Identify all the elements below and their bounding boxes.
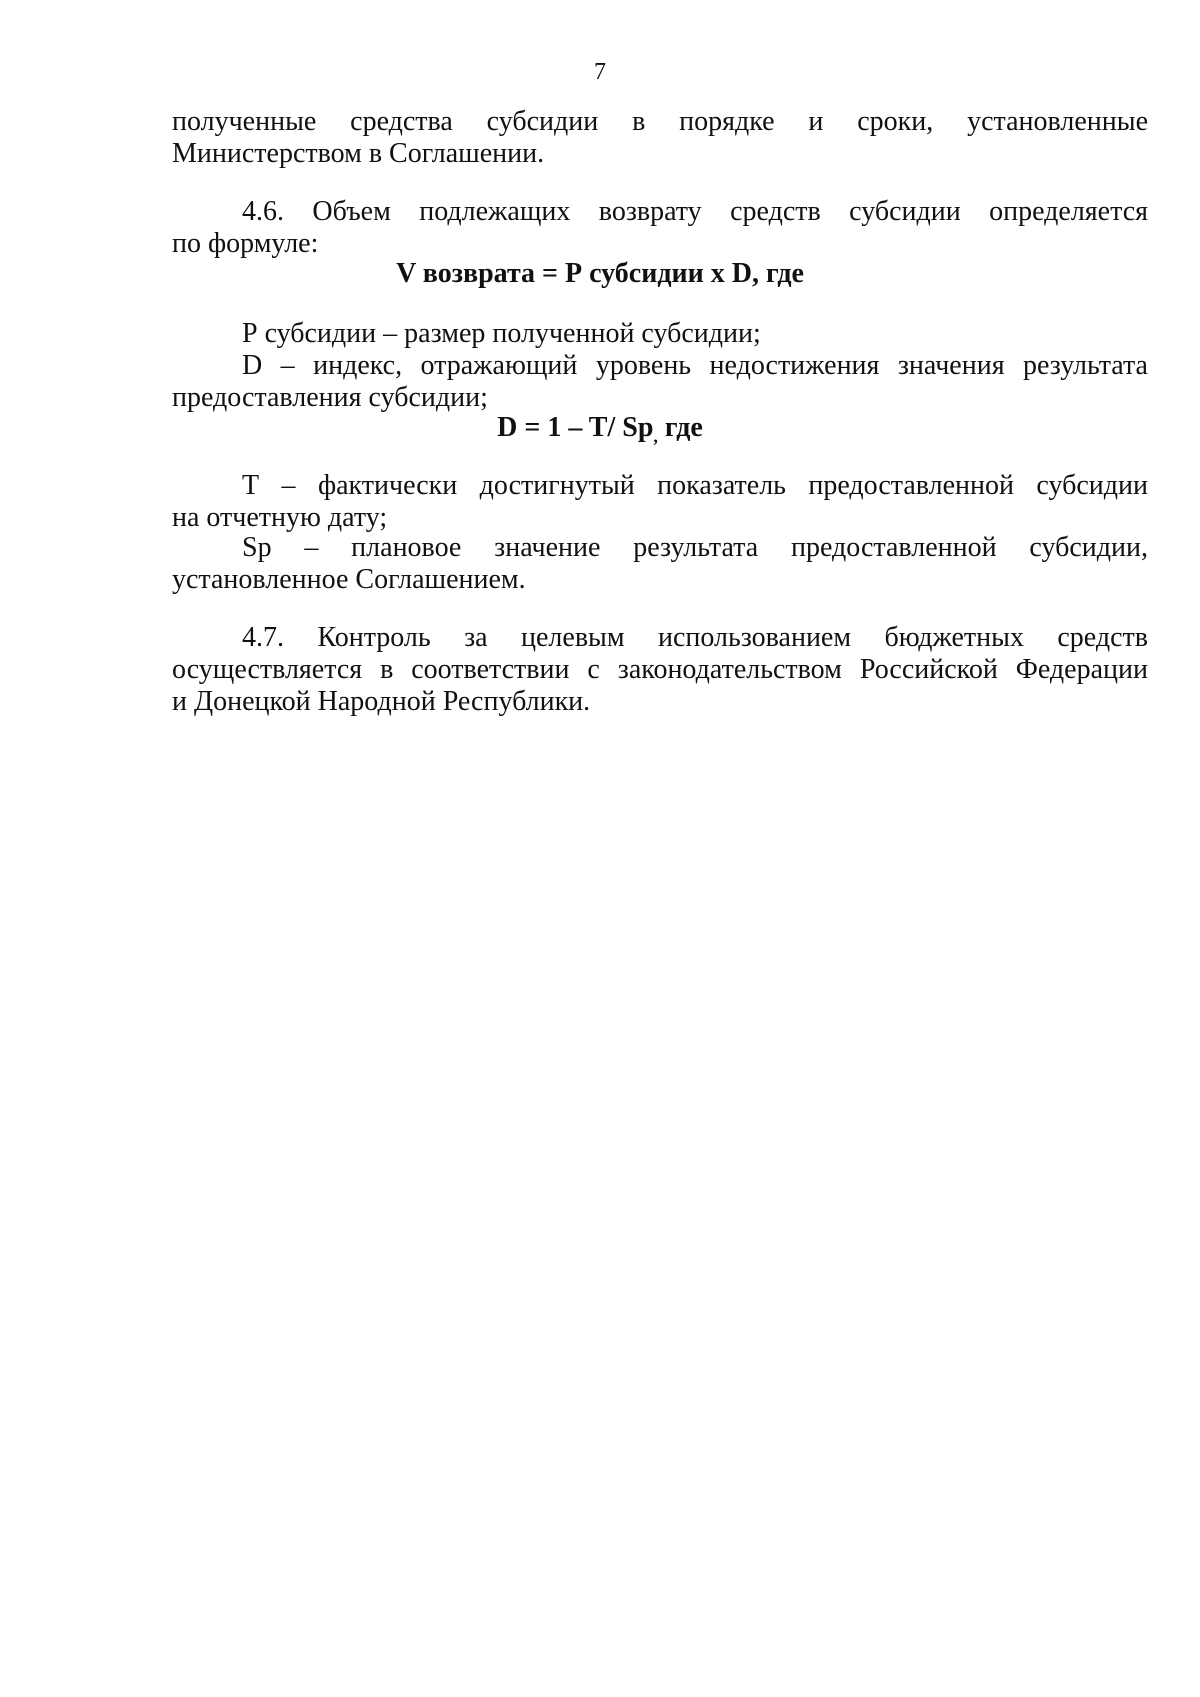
definition-d-line1 — [172, 350, 1148, 382]
definition-d-line2: предоставления субсидии; — [172, 382, 488, 413]
paragraph-4-7-line2: осуществляется в соответствии с законодательством Российской Федерации — [172, 654, 1148, 685]
page-number: 7 — [594, 59, 606, 85]
formula-d-main: D = 1 – T/ Sp — [497, 412, 654, 443]
paragraph-continuation-line2: Министерством в Соглашении. — [172, 138, 545, 169]
definition-t-line2: на отчетную дату; — [172, 502, 388, 533]
paragraph-4-6-line1 — [172, 196, 1148, 228]
definition-sp-line1 — [172, 532, 1148, 564]
paragraph-4-7-line3: и Донецкой Народной Республики. — [172, 686, 591, 717]
definition-p — [172, 318, 1148, 350]
definition-d-text: D – индекс, отражающий уровень недостижения значения результата — [242, 350, 1148, 381]
definition-sp-line2: установленное Соглашением. — [172, 564, 526, 595]
definition-p-text: Р субсидии – размер полученной субсидии; — [242, 318, 761, 349]
paragraph-4-6-line2: по формуле: — [172, 228, 319, 259]
formula-d-comma: , — [653, 426, 658, 446]
definition-t-text: Т – фактически достигнутый показатель предоставленной субсидии — [242, 470, 1148, 501]
definition-sp-text: Sp – плановое значение результата предоставленной субсидии, — [242, 532, 1148, 563]
paragraph-continuation-line1: полученные средства субсидии в порядке и сроки, установленные — [172, 106, 1148, 137]
paragraph-4-7-line1 — [172, 622, 1148, 654]
paragraph-4-7-text: 4.7. Контроль за целевым использованием бюджетных средств — [242, 622, 1148, 653]
definition-t-line1 — [172, 470, 1148, 502]
formula-d-tail: где — [657, 412, 703, 443]
formula-d-index — [0, 412, 1200, 452]
paragraph-4-6-text: 4.6. Объем подлежащих возврату средств субсидии определяется — [242, 196, 1148, 227]
formula-v-return: V возврата = Р субсидии х D, где — [396, 258, 804, 289]
